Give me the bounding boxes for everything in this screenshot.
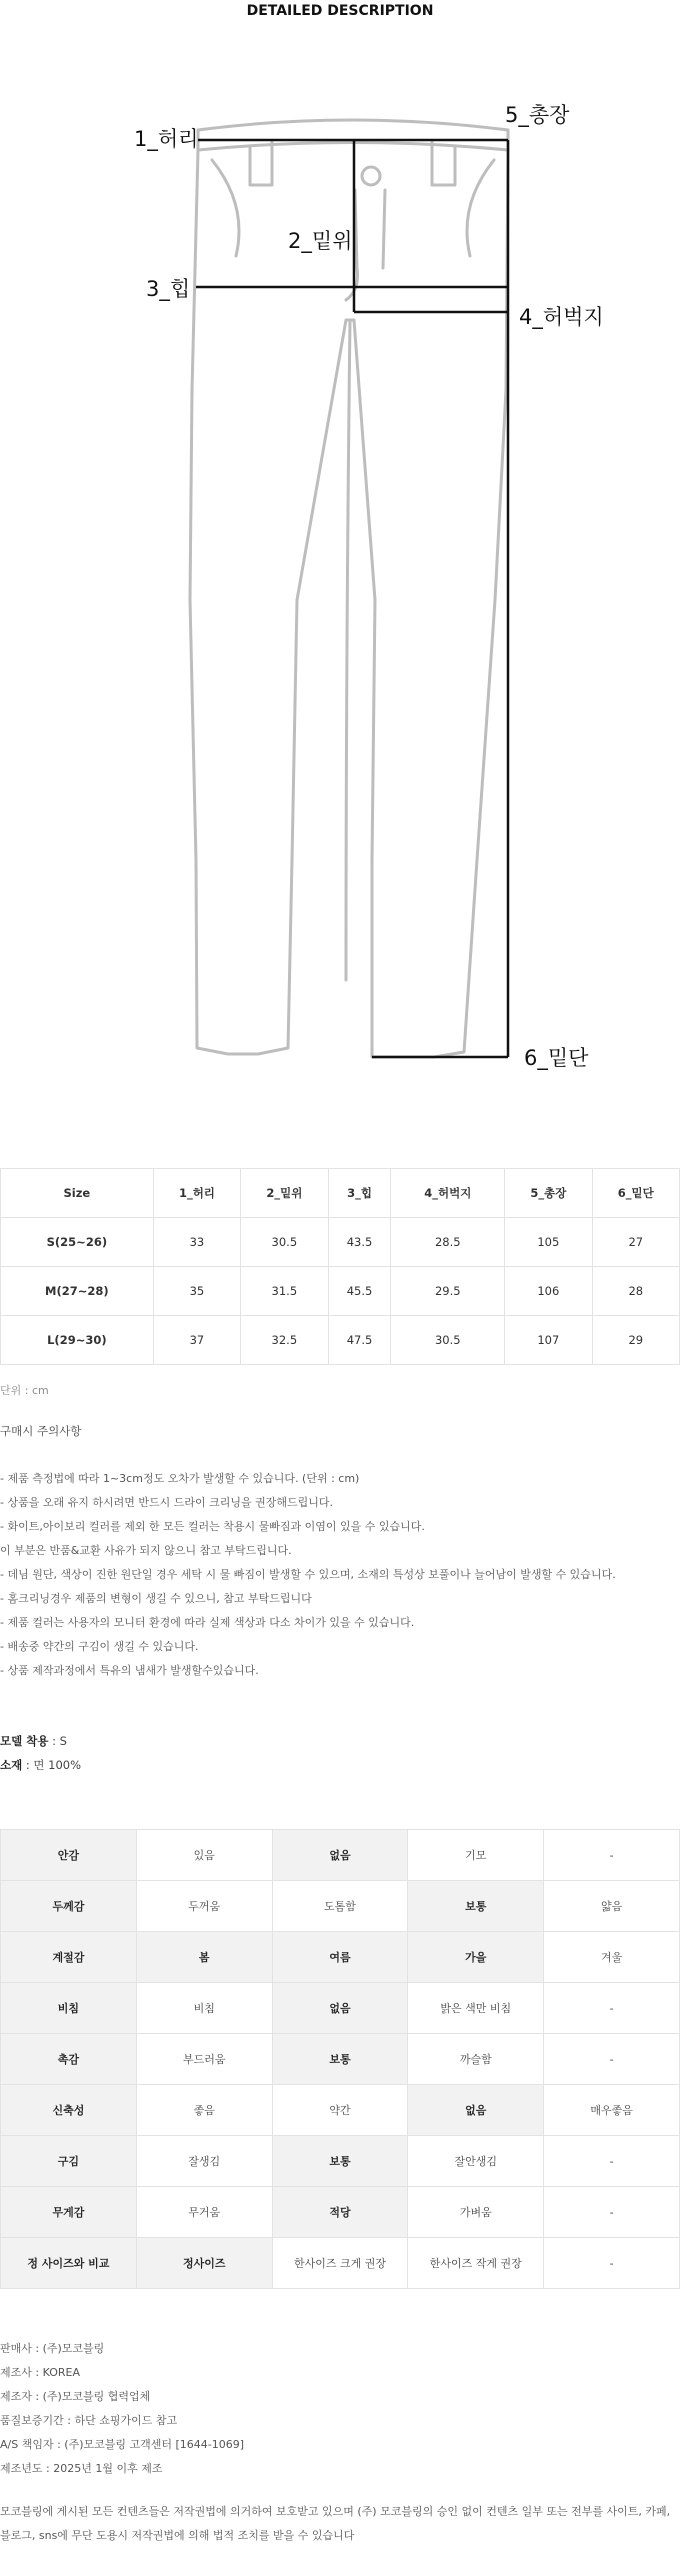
size-cell: 28.5 — [391, 1218, 505, 1267]
feel-option-cell: 부드러움 — [136, 2034, 272, 2085]
feel-row-head: 촉감 — [1, 2034, 137, 2085]
copyright-notice: 모코블링에 게시된 모든 컨텐츠들은 저작권법에 의거하여 보호받고 있으며 (주) 모코블링의 승인 없이 컨텐츠 일부 또는 전부를 사이트, 카페, 블로그, sns에 무단 도용시 저작권법에 의해 법적 조치를 받을 수 있습니다 — [0, 2505, 671, 2542]
feel-option-cell: 있음 — [136, 1830, 272, 1881]
table-row — [1, 1267, 680, 1316]
feel-option-cell: 까슬함 — [408, 2034, 544, 2085]
list-item: - 제품 측정법에 따라 1~3cm정도 오차가 발생할 수 있습니다. (단위 : cm) — [0, 1472, 360, 1485]
table-row — [1, 1881, 680, 1932]
feel-option-cell: 가벼움 — [408, 2187, 544, 2238]
size-cell: 30.5 — [241, 1218, 328, 1267]
table-row — [1, 2187, 680, 2238]
list-item: - 상품을 오래 유지 하시려면 반드시 드라이 크리닝을 권장해드립니다. — [0, 1496, 333, 1509]
size-header-cell: 4_허벅지 — [391, 1169, 505, 1218]
feel-option-cell: 좋음 — [136, 2085, 272, 2136]
feel-option-cell: 비침 — [136, 1983, 272, 2034]
size-header-cell: 2_밑위 — [241, 1169, 328, 1218]
feel-option-cell: - — [544, 2187, 680, 2238]
size-table-header-row — [1, 1169, 680, 1218]
size-cell: L(29~30) — [1, 1316, 154, 1365]
table-row — [1, 2238, 680, 2289]
pants-outline — [190, 120, 508, 1057]
table-row — [1, 1983, 680, 2034]
feel-row-head: 계절감 — [1, 1932, 137, 1983]
feel-option-cell: 얇음 — [544, 1881, 680, 1932]
feel-option-cell: 보통 — [408, 1881, 544, 1932]
feel-row-head: 무게감 — [1, 2187, 137, 2238]
feel-row-head: 정 사이즈와 비교 — [1, 2238, 137, 2289]
list-item: 판매사 : (주)모코블링 — [0, 2342, 105, 2355]
size-header-cell: 1_허리 — [153, 1169, 240, 1218]
feel-option-cell: - — [544, 1983, 680, 2034]
size-cell: 32.5 — [241, 1316, 328, 1365]
list-item: 제조자 : (주)모코블링 협력업체 — [0, 2390, 151, 2403]
list-item: - 홈크리닝경우 제품의 변형이 생길 수 있으니, 참고 부탁드립니다 — [0, 1592, 312, 1605]
table-row — [1, 2085, 680, 2136]
feel-row-head: 두께감 — [1, 1881, 137, 1932]
list-item: - 제품 컬러는 사용자의 모니터 환경에 따라 실제 색상과 다소 차이가 있을 수 있습니다. — [0, 1616, 415, 1629]
size-cell: 33 — [153, 1218, 240, 1267]
model-label: 모델 착용 — [0, 1734, 49, 1748]
fabric-label: 소재 — [0, 1758, 23, 1772]
notice-title: 구매시 주의사항 — [0, 1424, 82, 1438]
size-cell: 105 — [505, 1218, 592, 1267]
feel-option-cell: 잘생김 — [136, 2136, 272, 2187]
hem-label: 6_밑단 — [524, 1046, 589, 1070]
rise-label: 2_밑위 — [288, 229, 353, 253]
size-table — [0, 1168, 680, 1365]
feel-option-cell: 보통 — [272, 2034, 408, 2085]
feel-option-cell: 밝은 색만 비침 — [408, 1983, 544, 2034]
size-cell: M(27~28) — [1, 1267, 154, 1316]
feel-option-cell: 없음 — [408, 2085, 544, 2136]
table-row — [1, 1932, 680, 1983]
size-header-cell: Size — [1, 1169, 154, 1218]
size-cell: 27 — [592, 1218, 679, 1267]
size-cell: 31.5 — [241, 1267, 328, 1316]
list-item: - 배송중 약간의 구김이 생길 수 있습니다. — [0, 1640, 199, 1653]
list-item: - 데님 원단, 색상이 진한 원단일 경우 세탁 시 물 빠짐이 발생할 수 있으며, 소재의 특성상 보풀이나 늘어남이 발생할 수 있습니다. — [0, 1568, 616, 1581]
list-item: 이 부분은 반품&교환 사유가 되지 않으니 참고 부탁드립니다. — [0, 1544, 292, 1557]
feel-option-cell: 기모 — [408, 1830, 544, 1881]
feel-option-cell: 두꺼움 — [136, 1881, 272, 1932]
size-cell: 45.5 — [328, 1267, 391, 1316]
size-cell: 35 — [153, 1267, 240, 1316]
feel-option-cell: 가을 — [408, 1932, 544, 1983]
hip-label: 3_힙 — [146, 277, 191, 301]
feel-option-cell: 여름 — [272, 1932, 408, 1983]
feel-row-head: 비침 — [1, 1983, 137, 2034]
size-header-cell: 3_힙 — [328, 1169, 391, 1218]
feel-option-cell: 보통 — [272, 2136, 408, 2187]
size-cell: 106 — [505, 1267, 592, 1316]
feel-option-cell: 잘안생김 — [408, 2136, 544, 2187]
size-cell: 107 — [505, 1316, 592, 1365]
feel-option-cell: 약간 — [272, 2085, 408, 2136]
feel-option-cell: - — [544, 2238, 680, 2289]
feel-row-head: 안감 — [1, 1830, 137, 1881]
length-label: 5_총장 — [505, 103, 570, 127]
feel-option-cell: 겨울 — [544, 1932, 680, 1983]
feel-option-cell: - — [544, 1830, 680, 1881]
feel-option-cell: 한사이즈 크게 권장 — [272, 2238, 408, 2289]
size-cell: 30.5 — [391, 1316, 505, 1365]
feel-option-cell: 한사이즈 작게 권장 — [408, 2238, 544, 2289]
list-item: - 화이트,아이보리 컬러를 제외 한 모든 컬러는 착용시 물빠짐과 이염이 있을 수 있습니다. — [0, 1520, 425, 1533]
feel-option-cell: - — [544, 2136, 680, 2187]
feel-option-cell: 매우좋음 — [544, 2085, 680, 2136]
size-cell: S(25~26) — [1, 1218, 154, 1267]
pants-measurement-diagram — [0, 90, 680, 1080]
feel-option-cell: 무거움 — [136, 2187, 272, 2238]
table-row — [1, 1218, 680, 1267]
feel-row-head: 신축성 — [1, 2085, 137, 2136]
feel-option-cell: 봄 — [136, 1932, 272, 1983]
fabric-value: : 면 100% — [22, 1758, 82, 1772]
table-row — [1, 2034, 680, 2085]
table-row — [1, 1316, 680, 1365]
size-cell: 28 — [592, 1267, 679, 1316]
model-size — [0, 1733, 67, 1749]
table-row — [1, 2136, 680, 2187]
waist-label: 1_허리 — [134, 127, 199, 151]
table-row — [1, 1830, 680, 1881]
size-cell: 29.5 — [391, 1267, 505, 1316]
feel-row-head: 구김 — [1, 2136, 137, 2187]
list-item: - 상품 제작과정에서 특유의 냄새가 발생할수있습니다. — [0, 1664, 259, 1677]
unit-note: 단위 : cm — [0, 1384, 49, 1397]
feel-option-cell: 도톰함 — [272, 1881, 408, 1932]
size-header-cell: 6_밑단 — [592, 1169, 679, 1218]
list-item: 제조사 : KOREA — [0, 2366, 80, 2379]
thigh-label: 4_허벅지 — [519, 305, 604, 329]
size-cell: 47.5 — [328, 1316, 391, 1365]
seller-info — [0, 2340, 244, 2484]
page-title: DETAILED DESCRIPTION — [246, 3, 434, 19]
feel-option-cell: 없음 — [272, 1983, 408, 2034]
feel-option-cell: 정사이즈 — [136, 2238, 272, 2289]
measure-lines — [196, 140, 508, 1057]
feel-option-cell: - — [544, 2034, 680, 2085]
size-cell: 29 — [592, 1316, 679, 1365]
feel-option-cell: 없음 — [272, 1830, 408, 1881]
fit-feel-table — [0, 1829, 680, 2289]
feel-option-cell: 적당 — [272, 2187, 408, 2238]
fabric-info — [0, 1757, 81, 1773]
list-item: 품질보증기간 : 하단 쇼핑가이드 참고 — [0, 2414, 178, 2427]
list-item: A/S 책임자 : (주)모코블링 고객센터 [1644-1069] — [0, 2438, 245, 2451]
size-header-cell: 5_총장 — [505, 1169, 592, 1218]
list-item: 제조년도 : 2025년 1월 이후 제조 — [0, 2462, 163, 2475]
size-cell: 43.5 — [328, 1218, 391, 1267]
notice-list — [0, 1470, 616, 1686]
model-value: : S — [48, 1734, 67, 1748]
size-cell: 37 — [153, 1316, 240, 1365]
